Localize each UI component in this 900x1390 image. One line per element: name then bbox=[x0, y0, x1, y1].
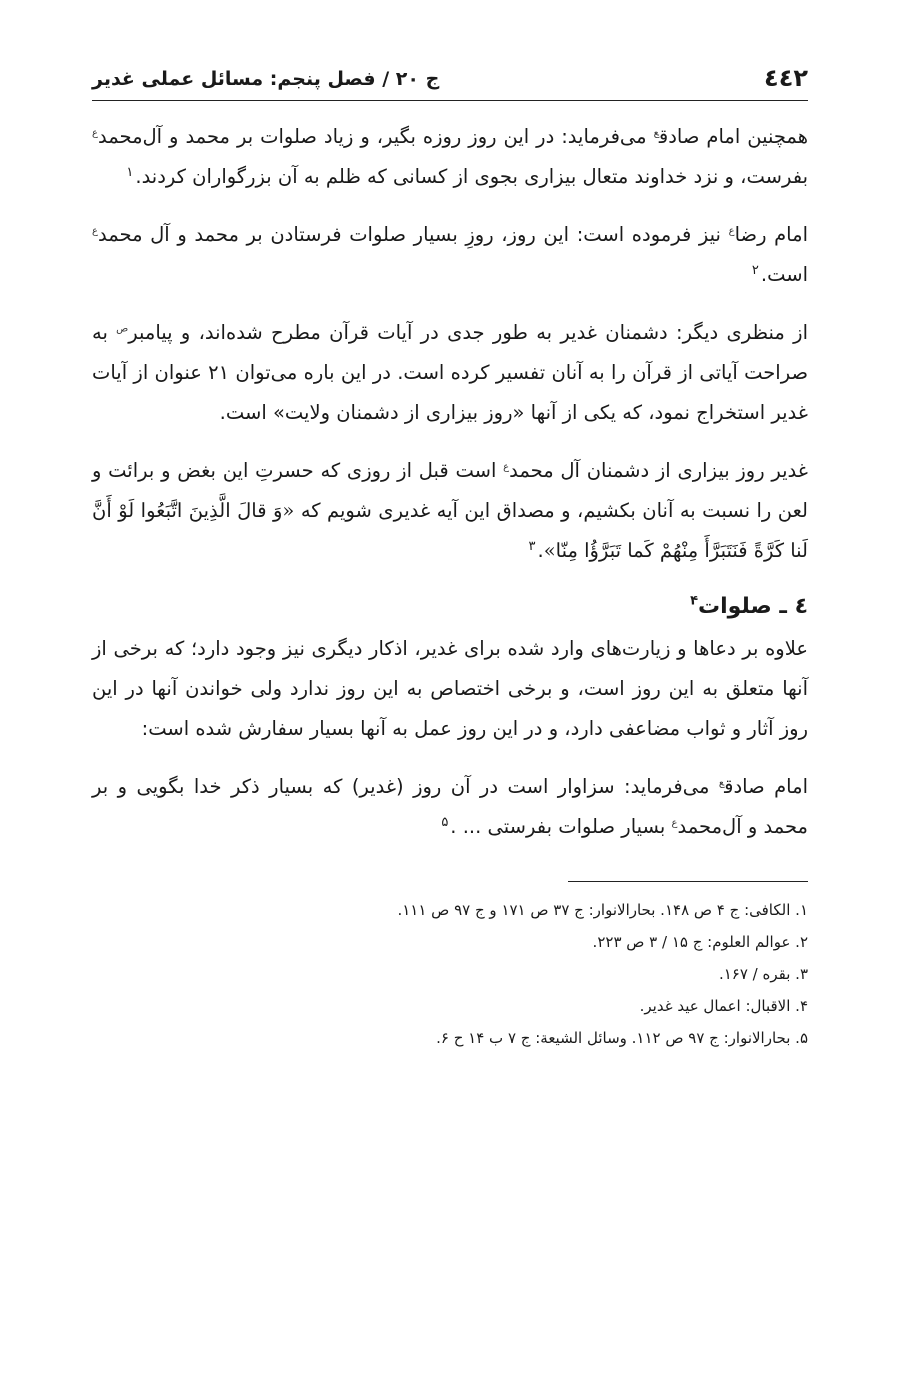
honorific-symbol: ع bbox=[718, 777, 725, 789]
footnote-reference[interactable]: ۵ bbox=[441, 814, 449, 830]
page-number: ٤٤٢ bbox=[764, 64, 808, 92]
paragraph-text: بفرست، و نزد خداوند متعال بیزاری بجوی از کسانی که ظلم به آن بزرگواران کردند. bbox=[135, 165, 808, 188]
honorific-symbol: ع bbox=[671, 817, 678, 829]
honorific-symbol: ص bbox=[116, 323, 129, 335]
honorific-symbol: ع bbox=[92, 225, 98, 237]
paragraph-text: می‌فرماید: سزاوار است در آن روز (غدیر) که بسیار ذکر خدا بگویی و بر محمد و آل‌محمد bbox=[92, 775, 808, 838]
paragraph-text: علاوه بر دعاها و زیارت‌های وارد شده برای غدیر، اذکار دیگری نیز وجود دارد؛ که برخی از آنها متعلق به این روز است، و برخی اختصاص به این روز ندارد ولی خواندن آنها در این روز آثار و ثواب مضاعفی دارد، و در این روز عمل به آنها بسیار سفارش شده است: bbox=[92, 637, 808, 740]
running-header bbox=[92, 60, 808, 101]
paragraph-text: بسیار صلوات بفرستی ... . bbox=[450, 815, 672, 838]
paragraph-text: همچنین امام صادق bbox=[658, 125, 808, 148]
honorific-symbol: ع bbox=[503, 461, 510, 473]
paragraph-text: است قبل از روزی که حسرتِ این بغض و برائت و لعن را نسبت به آنان بکشیم، و مصداق این آیه غدیری شویم که bbox=[92, 459, 808, 522]
paragraph-text: نیز فرموده است: این روز، روزِ بسیار صلوات فرستادن بر محمد و آل محمد bbox=[97, 223, 729, 246]
footnote-3: ۳. بقره / ۱۶۷. bbox=[718, 965, 808, 983]
quran-verse: «وَ قالَ الَّذِینَ اتَّبَعُوا لَوْ أَنَّ لَنا کَرَّةً فَنَتَبَرَّأَ مِنْهُمْ کَما تَبَرَّؤُا مِنّا» bbox=[92, 499, 808, 562]
footnote-2: ۲. عوالم العلوم: ج ۱۵ / ۳ ص ۲۲۳. bbox=[592, 933, 808, 951]
paragraph-text: امام رضا bbox=[734, 223, 808, 246]
section-title: ٤ ـ صلوات bbox=[698, 594, 808, 619]
footnote-divider bbox=[568, 881, 808, 882]
paragraph-4 bbox=[92, 451, 808, 571]
paragraph-2 bbox=[92, 215, 808, 295]
footnote-reference[interactable]: ۱ bbox=[126, 164, 134, 180]
honorific-symbol: ع bbox=[92, 127, 98, 139]
footnote-1: ۱. الکافی: ج ۴ ص ۱۴۸. بحارالانوار: ج ۳۷ ص ۱۷۱ و ج ۹۷ ص ۱۱۱. bbox=[397, 901, 808, 919]
paragraph-text: می‌فرماید: در این روز روزه بگیر، و زیاد صلوات بر محمد و آل‌محمد bbox=[97, 125, 654, 148]
paragraph-text: . bbox=[537, 539, 544, 562]
paragraph-text: امام صادق bbox=[724, 775, 808, 798]
honorific-symbol: ع bbox=[728, 225, 735, 237]
honorific-symbol: ع bbox=[653, 127, 659, 139]
paragraph-text: به صراحت آیاتی از قرآن را به آنان تفسیر کرده است. در این باره می‌توان ۲۱ عنوان از آیات غدیر استخراج نمود، که یکی از آنها «روز بیزاری از دشمنان ولایت» است. bbox=[92, 321, 809, 424]
paragraph-text: از منظری دیگر: دشمنان غدیر به طور جدی در آیات قرآن مطرح شده‌اند، و پیامبر bbox=[128, 321, 808, 344]
footnote-reference[interactable]: ۴ bbox=[690, 593, 699, 609]
book-page bbox=[92, 60, 808, 1360]
running-title: ج ۲۰ / فصل پنجم: مسائل عملی غدیر bbox=[92, 68, 440, 90]
section-heading bbox=[92, 589, 808, 625]
footnote-reference[interactable]: ۲ bbox=[751, 262, 759, 278]
footnote-4: ۴. الاقبال: اعمال عید غدیر. bbox=[639, 997, 808, 1015]
paragraph-6 bbox=[92, 767, 808, 847]
paragraph-3 bbox=[92, 313, 808, 433]
footnotes bbox=[92, 894, 808, 1054]
paragraph-5 bbox=[92, 629, 808, 749]
paragraph-1 bbox=[92, 117, 808, 197]
footnote-reference[interactable]: ۳ bbox=[528, 538, 536, 554]
paragraph-text: است. bbox=[760, 263, 808, 286]
body-text bbox=[92, 117, 808, 847]
paragraph-text: غدیر روز بیزاری از دشمنان آل محمد bbox=[509, 459, 808, 482]
footnote-5: ۵. بحارالانوار: ج ۹۷ ص ۱۱۲. وسائل الشیعة: ج ۷ ب ۱۴ ح ۶. bbox=[436, 1029, 808, 1047]
